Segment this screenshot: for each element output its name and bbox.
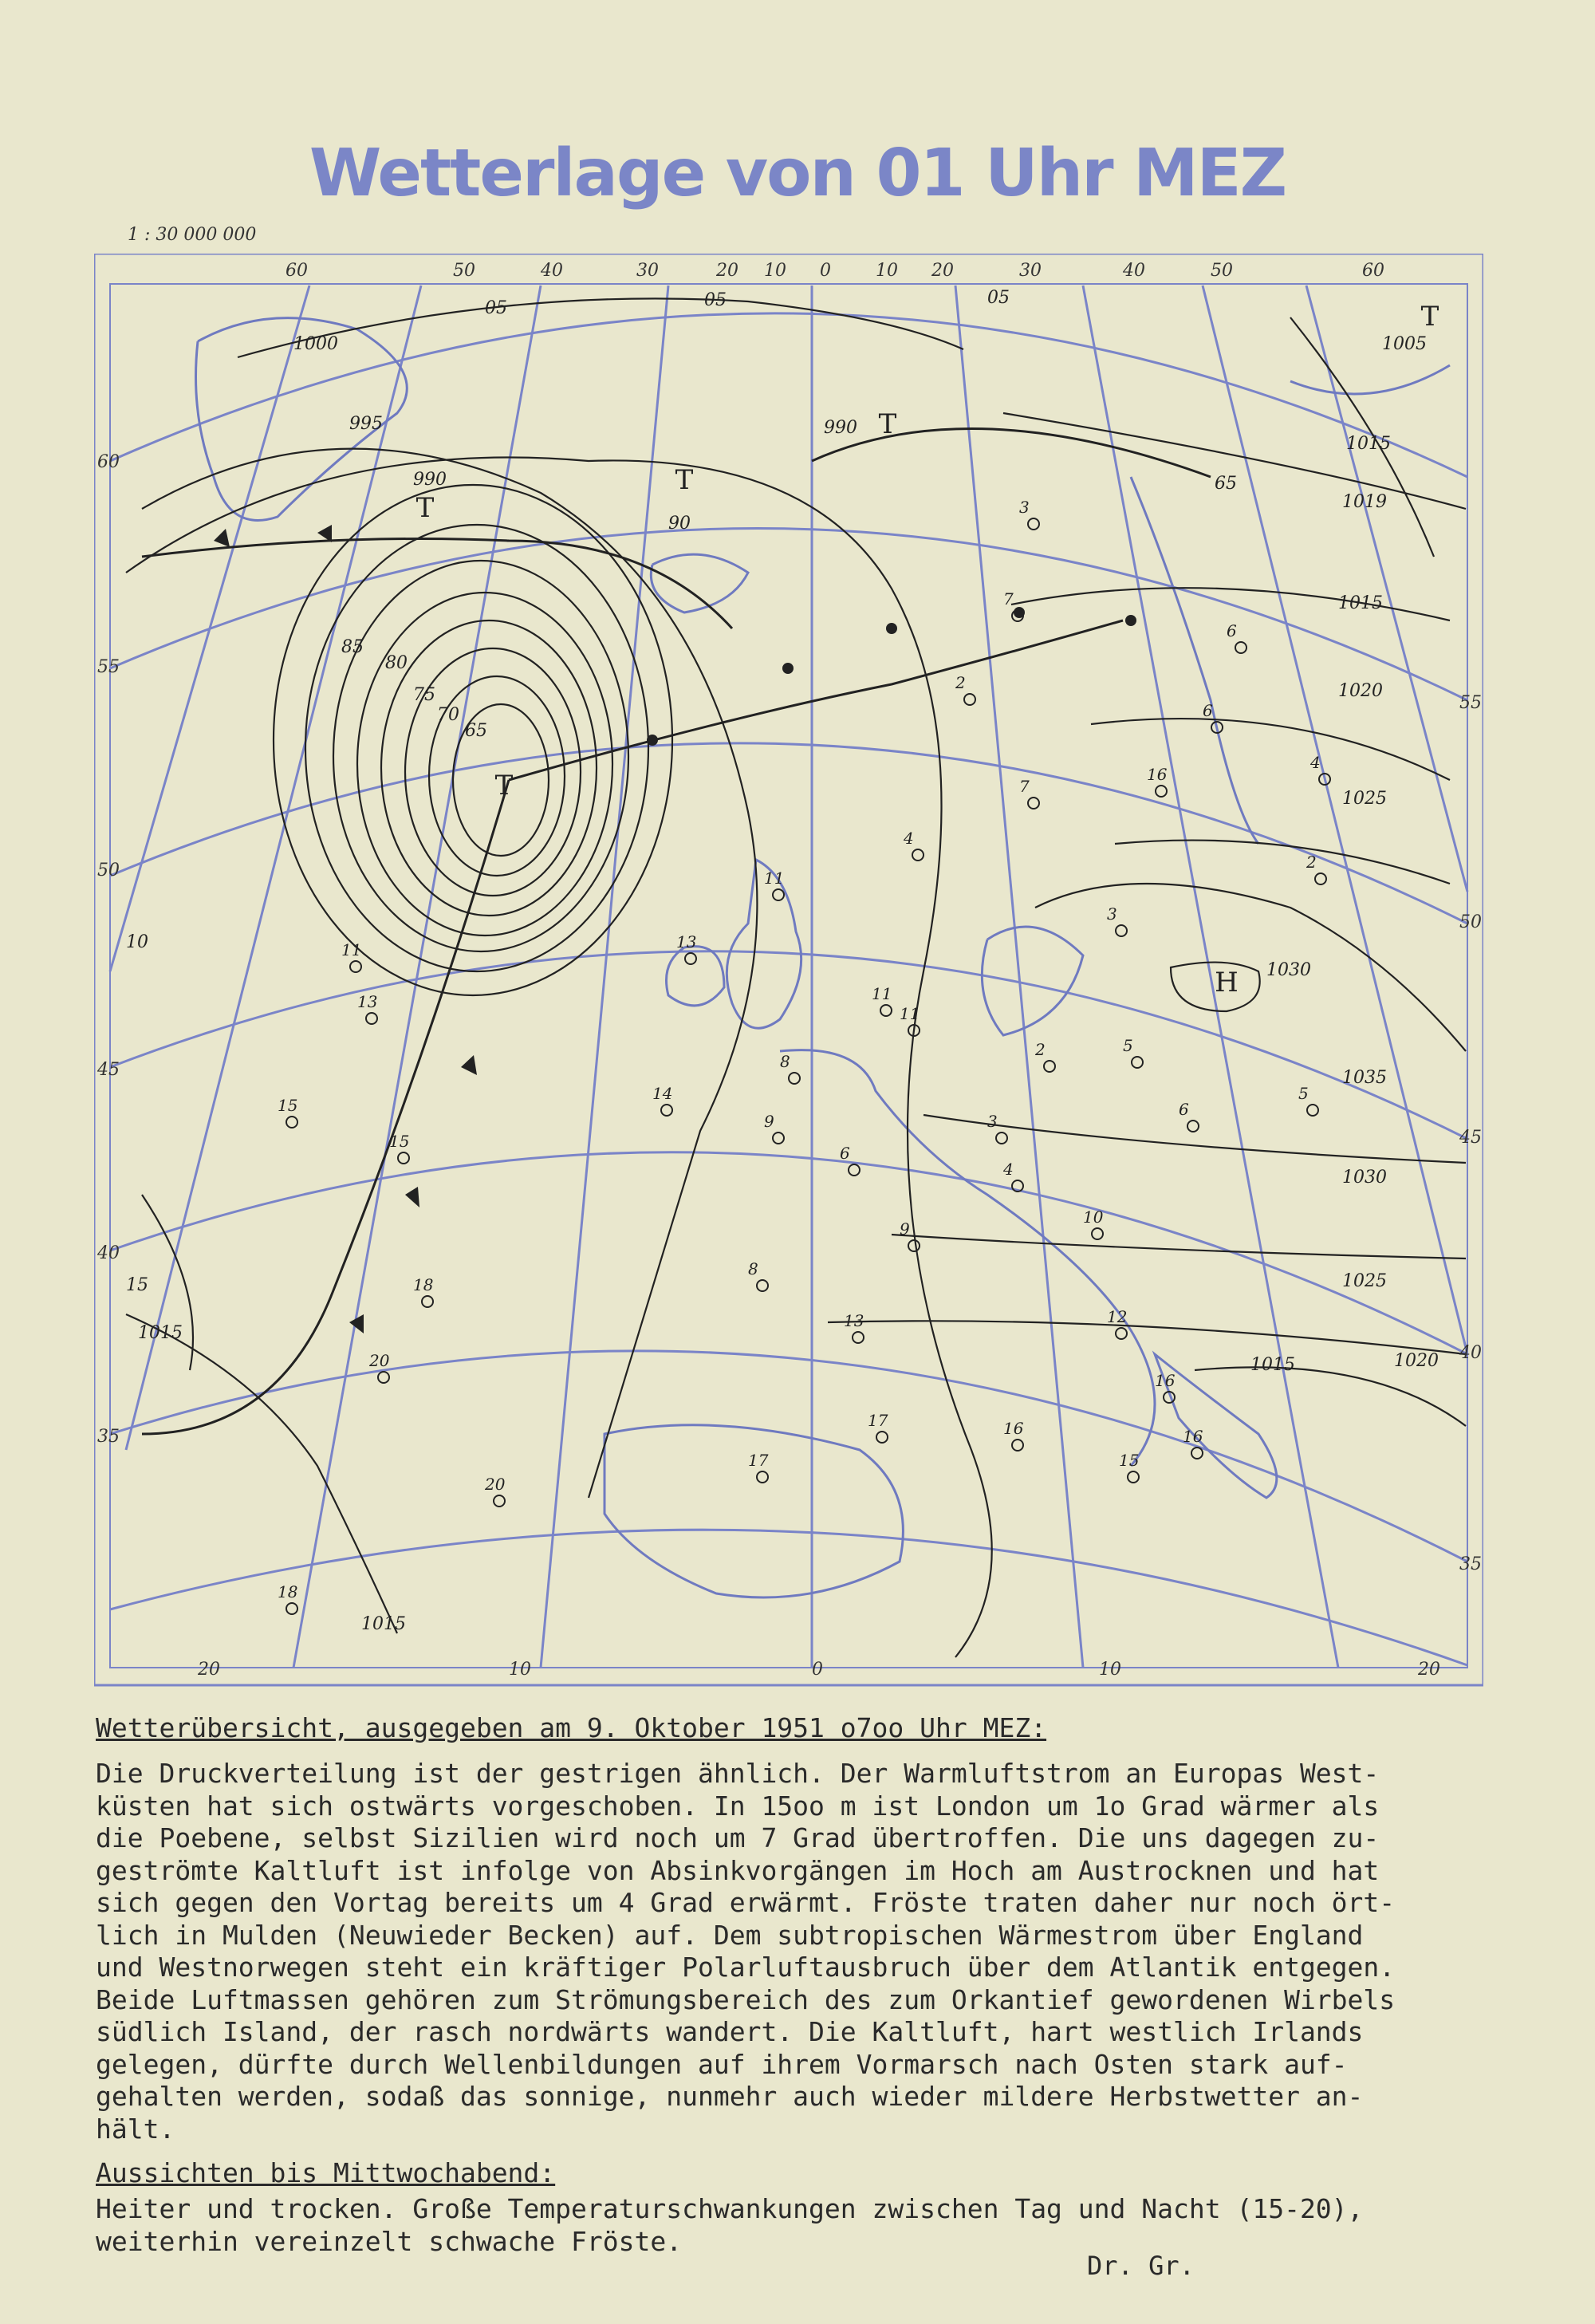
right-latitude-labels — [1459, 693, 1482, 1574]
isobar-label: 1025 — [1342, 1271, 1387, 1291]
station-temp: 14 — [652, 1084, 673, 1103]
station-temp: 13 — [676, 932, 697, 951]
top-longitude-label: 20 — [716, 261, 738, 281]
low-center-east: T — [1420, 301, 1439, 333]
station-marker — [964, 694, 975, 705]
station-marker — [1156, 786, 1167, 797]
right-latitude-label: 55 — [1459, 693, 1482, 713]
isobar-label: 70 — [437, 705, 459, 725]
station-marker — [1191, 1448, 1203, 1459]
station-temp: 7 — [1019, 777, 1030, 796]
left-latitude-label: 40 — [97, 1243, 120, 1263]
station-marker — [286, 1603, 297, 1614]
station-temp: 15 — [278, 1096, 298, 1115]
bottom-longitude-labels — [197, 1660, 1440, 1680]
station-marker — [789, 1073, 800, 1084]
report-header: Wetterübersicht, ausgegeben am 9. Oktober 1951 o7oo Uhr MEZ: — [96, 1712, 1047, 1743]
coastlines — [196, 318, 1451, 1597]
isobar-label: 1000 — [293, 334, 338, 354]
report-line: gelegen, dürfte durch Wellenbildungen auf ihrem Vormarsch nach Osten stark auf- — [96, 2048, 1348, 2080]
station-marker — [849, 1164, 860, 1176]
station-temp: 13 — [357, 992, 378, 1011]
station-temp: 11 — [764, 869, 785, 888]
bottom-longitude-label: 0 — [812, 1660, 823, 1680]
station-marker — [1092, 1228, 1103, 1239]
station-marker — [1116, 1328, 1127, 1339]
left-latitude-label: 60 — [97, 452, 120, 472]
map-scale: 1 : 30 000 000 — [128, 225, 257, 245]
top-longitude-label: 10 — [876, 261, 898, 281]
isobar-label: 1015 — [1346, 434, 1391, 454]
right-latitude-label: 50 — [1459, 912, 1482, 932]
station-marker — [1307, 1105, 1318, 1116]
station-temp: 3 — [987, 1112, 998, 1131]
station-marker — [685, 953, 696, 964]
report-body — [96, 1758, 1499, 2145]
isobar-label: 1015 — [1338, 593, 1383, 613]
latitude-grid — [110, 313, 1467, 1665]
station-marker — [1315, 873, 1326, 884]
isobar-label: 1030 — [1266, 960, 1311, 980]
bottom-longitude-label: 10 — [509, 1660, 531, 1680]
outlook-line: Heiter und trocken. Große Temperaturschwankungen zwischen Tag und Nacht (15-20), — [96, 2193, 1364, 2224]
station-marker — [1132, 1057, 1143, 1068]
station-marker — [494, 1495, 505, 1507]
right-latitude-label: 45 — [1459, 1128, 1482, 1148]
report-line: geströmte Kaltluft ist infolge von Absinkvorgängen im Hoch am Austrocknen und hat — [96, 1854, 1380, 1886]
bottom-longitude-label: 20 — [198, 1660, 220, 1680]
top-longitude-label: 50 — [1211, 261, 1233, 281]
report-line: Die Druckverteilung ist der gestrigen ähnlich. Der Warmluftstrom an Europas West- — [96, 1758, 1380, 1789]
station-temp: 7 — [1003, 589, 1014, 609]
station-marker — [773, 889, 784, 900]
top-longitude-label: 60 — [286, 261, 308, 281]
top-longitude-labels — [286, 261, 1384, 281]
report-line: südlich Island, der rasch nordwärts wandert. Die Kaltluft, hart westlich Irlands — [96, 2016, 1364, 2047]
station-temp: 8 — [748, 1259, 758, 1278]
station-marker — [398, 1152, 409, 1164]
station-temp: 16 — [1147, 765, 1168, 784]
report-line: und Westnorwegen steht ein kräftiger Polarluftausbruch über dem Atlantik entgegen. — [96, 1952, 1396, 1983]
station-temp: 11 — [872, 984, 892, 1003]
isobar-label: 10 — [126, 932, 148, 952]
isobar-label: 90 — [668, 514, 691, 534]
isobar-label: 05 — [485, 298, 507, 318]
isobar-label: 990 — [413, 470, 447, 490]
station-marker — [1235, 642, 1246, 653]
high-center: H — [1215, 967, 1239, 999]
station-temp: 13 — [844, 1311, 864, 1330]
station-marker — [912, 849, 924, 861]
station-temp: 15 — [1119, 1451, 1140, 1470]
station-marker — [1028, 798, 1039, 809]
station-marker — [880, 1005, 892, 1016]
station-marker — [1116, 925, 1127, 936]
report-line: Beide Luftmassen gehören zum Strömungsbereich des zum Orkantief gewordenen Wirbels — [96, 1983, 1396, 2015]
station-marker — [757, 1471, 768, 1483]
station-temp: 8 — [780, 1052, 790, 1071]
station-temp: 6 — [1203, 701, 1213, 720]
station-temp: 6 — [1179, 1100, 1189, 1119]
report-line: hält. — [96, 2113, 175, 2145]
outlook-body — [96, 2193, 1499, 2258]
isobar-label: 65 — [465, 721, 487, 741]
station-marker — [1012, 1440, 1023, 1451]
station-temp: 4 — [1310, 753, 1321, 772]
station-temp: 2 — [1306, 853, 1317, 872]
top-longitude-label: 30 — [636, 261, 659, 281]
left-latitude-label: 55 — [97, 657, 120, 677]
isobar-label: 1035 — [1342, 1068, 1387, 1088]
isobar-label: 1005 — [1382, 334, 1427, 354]
station-marker — [286, 1117, 297, 1128]
report-line: sich gegen den Vortag bereits um 4 Grad erwärmt. Fröste traten daher nur noch ört- — [96, 1887, 1396, 1918]
station-marker — [422, 1296, 433, 1307]
isobars — [126, 298, 1466, 1657]
bottom-longitude-label: 10 — [1099, 1660, 1121, 1680]
isobar-label: 1020 — [1394, 1351, 1439, 1371]
station-temp: 10 — [1083, 1207, 1104, 1227]
station-temp: 16 — [1183, 1427, 1203, 1446]
station-marker — [757, 1280, 768, 1291]
station-temp: 3 — [1019, 498, 1030, 517]
station-marker — [853, 1332, 864, 1343]
low-center-greenland: T — [415, 492, 435, 524]
station-temp: 5 — [1298, 1084, 1309, 1103]
report-line: gehalten werden, sodaß das sonnige, nunmehr auch wieder mildere Herbstwetter an- — [96, 2081, 1364, 2112]
station-temp: 9 — [900, 1219, 910, 1239]
station-marker — [366, 1013, 377, 1024]
isobar-label: 75 — [413, 685, 435, 705]
outlook-header: Aussichten bis Mittwochabend: — [96, 2157, 556, 2188]
outlook-line: weiterhin vereinzelt schwache Fröste. — [96, 2225, 683, 2257]
station-temp: 6 — [1227, 621, 1237, 640]
station-temp: 12 — [1107, 1307, 1128, 1326]
isobar-label: 65 — [1215, 474, 1237, 494]
station-temp: 11 — [900, 1004, 920, 1023]
station-temp: 17 — [748, 1451, 769, 1470]
isobar-label: 1020 — [1338, 681, 1383, 701]
low-center-north: T — [878, 408, 897, 440]
station-marker — [773, 1132, 784, 1144]
station-temp: 20 — [369, 1351, 390, 1370]
right-latitude-label: 40 — [1459, 1343, 1482, 1363]
station-temp: 18 — [413, 1275, 434, 1294]
isobar-label: 80 — [385, 653, 408, 673]
top-longitude-label: 30 — [1019, 261, 1042, 281]
top-longitude-label: 0 — [820, 261, 831, 281]
station-observations — [278, 498, 1330, 1614]
station-temp: 15 — [389, 1132, 410, 1151]
isobar-label: 1015 — [361, 1614, 406, 1634]
low-center-arctic: T — [675, 464, 694, 496]
station-marker — [1128, 1471, 1139, 1483]
top-longitude-label: 10 — [764, 261, 786, 281]
isobar-label: 05 — [704, 290, 727, 310]
signature: Dr. Gr. — [1087, 2251, 1195, 2281]
top-longitude-label: 40 — [541, 261, 563, 281]
pressure-centers — [416, 301, 1439, 999]
station-temp: 3 — [1107, 904, 1117, 924]
left-latitude-label: 35 — [97, 1427, 120, 1447]
station-marker — [1044, 1061, 1055, 1072]
station-temp: 2 — [955, 673, 966, 692]
station-marker — [996, 1132, 1007, 1144]
station-temp: 6 — [840, 1144, 850, 1163]
station-marker — [661, 1105, 672, 1116]
station-temp: 11 — [341, 940, 362, 959]
report-line: lich in Mulden (Neuwieder Becken) auf. Dem subtropischen Wärmestrom über England — [96, 1919, 1364, 1951]
weather-map — [94, 254, 1483, 1689]
left-latitude-label: 45 — [97, 1060, 120, 1080]
page-title: Wetterlage von 01 Uhr MEZ — [309, 136, 1286, 211]
isobar-label: 15 — [126, 1275, 148, 1295]
isobar-label: 1025 — [1342, 789, 1387, 809]
station-temp: 16 — [1003, 1419, 1024, 1438]
top-longitude-label: 20 — [931, 261, 954, 281]
station-marker — [876, 1432, 888, 1443]
station-temp: 5 — [1123, 1036, 1133, 1055]
isobar-label: 990 — [824, 418, 857, 438]
station-marker — [1028, 518, 1039, 530]
isobar-label: 1030 — [1342, 1168, 1387, 1188]
station-marker — [378, 1372, 389, 1383]
bottom-longitude-label: 20 — [1418, 1660, 1440, 1680]
station-temp: 4 — [904, 829, 914, 848]
isobar-label: 1015 — [1250, 1355, 1295, 1375]
report-line: die Poebene, selbst Sizilien wird noch um 7 Grad übertroffen. Die uns dagegen zu- — [96, 1822, 1380, 1853]
top-longitude-label: 50 — [453, 261, 475, 281]
isobar-label: 05 — [987, 288, 1010, 308]
top-longitude-label: 60 — [1362, 261, 1384, 281]
station-temp: 17 — [868, 1411, 888, 1430]
left-latitude-label: 50 — [97, 861, 120, 880]
station-marker — [908, 1240, 920, 1251]
station-temp: 2 — [1035, 1040, 1046, 1059]
station-marker — [350, 961, 361, 972]
isobar-label: 1015 — [138, 1323, 183, 1343]
isobar-label: 85 — [341, 637, 364, 657]
low-center-iceland: T — [494, 770, 514, 802]
station-temp: 20 — [485, 1475, 506, 1494]
station-temp: 16 — [1155, 1371, 1176, 1390]
station-temp: 4 — [1003, 1160, 1014, 1179]
isobar-label: 995 — [349, 414, 383, 434]
station-temp: 9 — [764, 1112, 774, 1131]
right-latitude-label: 35 — [1459, 1554, 1482, 1574]
isobar-label: 1019 — [1342, 492, 1387, 512]
top-longitude-label: 40 — [1123, 261, 1145, 281]
report-line: küsten hat sich ostwärts vorgeschoben. In 15oo m ist London um 1o Grad wärmer als — [96, 1790, 1380, 1822]
station-marker — [1187, 1121, 1199, 1132]
station-temp: 18 — [278, 1582, 298, 1601]
